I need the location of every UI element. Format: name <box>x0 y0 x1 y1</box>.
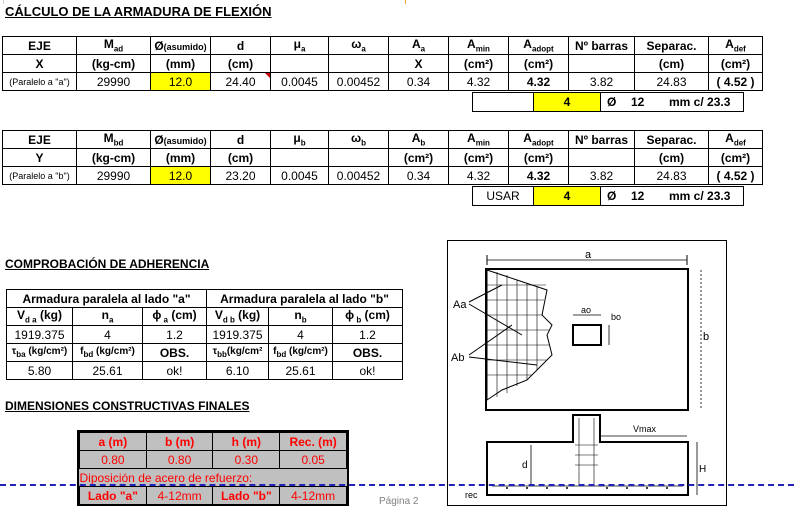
value-cell[interactable]: 23.20 <box>211 167 271 185</box>
page-break-line <box>0 484 794 486</box>
bar-summary-x <box>472 92 744 112</box>
header-omega: $\omega_b$ <box>329 131 389 149</box>
header-diam: Ø(asumido) <box>151 37 211 55</box>
unit-cell: (cm²) <box>509 149 569 167</box>
value-cell[interactable]: ok! <box>333 362 403 380</box>
value-cell[interactable]: 4 <box>73 326 143 344</box>
header-d: d <box>211 37 271 55</box>
header-area: $A_b$ <box>389 131 449 149</box>
header-aadopt: $A_{adopt}$ <box>509 131 569 149</box>
value-h[interactable]: 0.30 <box>213 451 280 469</box>
row-label: (Paralelo a "a") <box>3 73 77 91</box>
value-cell[interactable]: 5.80 <box>7 362 73 380</box>
header-na: $n_a$ <box>73 308 143 326</box>
header-aadopt: $A_{adopt}$ <box>509 37 569 55</box>
header-h-m: h (m) <box>213 433 280 451</box>
value-cell[interactable]: 29990 <box>77 167 151 185</box>
value-cell[interactable]: 4.32 <box>509 73 569 91</box>
bar-count[interactable]: 4 <box>533 93 601 111</box>
bar-count[interactable]: 4 <box>533 187 601 205</box>
unit-cell <box>569 149 635 167</box>
header-nbarras: Nº barras <box>569 37 635 55</box>
header-tau-ba: $\tau_{ba}$ (kg/cm²) <box>7 344 73 362</box>
value-cell[interactable]: 24.83 <box>635 167 709 185</box>
diameter-symbol: Ø <box>607 95 617 109</box>
unit-cell: (kg-cm) <box>77 149 151 167</box>
usar-label <box>473 93 533 111</box>
header-vdb: $V_{d b}$ (kg) <box>207 308 269 326</box>
flexion-table-x <box>2 36 763 91</box>
header-nbarras: Nº barras <box>569 131 635 149</box>
bar-diameter: 12 <box>631 95 645 109</box>
header-diam: Ø(asumido) <box>151 131 211 149</box>
usar-label: USAR <box>486 189 520 203</box>
value-cell[interactable]: ( 4.52 ) <box>709 167 763 185</box>
value-b[interactable]: 0.80 <box>146 451 213 469</box>
value-cell[interactable]: 3.82 <box>569 167 635 185</box>
unit-cell <box>271 149 329 167</box>
main-title: CÁLCULO DE LA ARMADURA DE FLEXIÓN <box>5 4 272 19</box>
label-h: H <box>699 464 707 475</box>
header-tau-bb: $\tau_{bb}(kg$/cm² <box>207 344 269 362</box>
unit-cell: (cm) <box>211 55 271 73</box>
value-cell[interactable]: 0.00452 <box>329 167 389 185</box>
adherencia-title: COMPROBACIÓN DE ADHERENCIA <box>5 257 210 271</box>
diameter-input[interactable]: 12.0 <box>151 167 211 185</box>
value-cell[interactable]: 1919.375 <box>7 326 73 344</box>
label-aa: Aa <box>453 299 467 311</box>
value-cell[interactable]: 24.83 <box>635 73 709 91</box>
grid-line <box>405 0 406 4</box>
value-cell[interactable]: 0.00452 <box>329 73 389 91</box>
unit-cell: (cm) <box>635 55 709 73</box>
value-cell[interactable]: 4 <box>269 326 333 344</box>
value-cell[interactable]: 4.32 <box>509 167 569 185</box>
unit-cell: (mm) <box>151 149 211 167</box>
header-obs: OBS. <box>143 344 207 362</box>
header-fbd: $f_{bd}$ (kg/cm²) <box>269 344 333 362</box>
value-cell[interactable]: 0.0045 <box>271 167 329 185</box>
lado-b-label: Lado "b" <box>213 487 280 505</box>
unit-cell: X <box>3 55 77 73</box>
value-cell[interactable]: ok! <box>143 362 207 380</box>
unit-cell: (cm²) <box>449 55 509 73</box>
unit-cell <box>271 55 329 73</box>
value-cell[interactable]: 1.2 <box>333 326 403 344</box>
value-a[interactable]: 0.80 <box>80 451 147 469</box>
header-mu: $\mu_a$ <box>271 37 329 55</box>
header-mu: $\mu_b$ <box>271 131 329 149</box>
header-lado-b: Armadura paralela al lado "b" <box>207 290 403 308</box>
unit-cell: X <box>389 55 449 73</box>
label-b: b <box>703 331 710 343</box>
column-plan <box>573 325 601 345</box>
header-d: d <box>211 131 271 149</box>
value-cell[interactable]: 25.61 <box>73 362 143 380</box>
header-eje: EJE <box>3 131 77 149</box>
header-rec-m: Rec. (m) <box>280 433 347 451</box>
grid-line <box>3 0 4 4</box>
header-adef: $A_{def}$ <box>709 131 763 149</box>
unit-cell: (mm) <box>151 55 211 73</box>
value-cell[interactable]: 25.61 <box>269 362 333 380</box>
unit-cell: Y <box>3 149 77 167</box>
label-ab: Ab <box>451 352 465 364</box>
header-omega: $\omega_a$ <box>329 37 389 55</box>
header-amin: $A_{min}$ <box>449 131 509 149</box>
header-area: $A_a$ <box>389 37 449 55</box>
header-eje: EJE <box>3 37 77 55</box>
header-m: $M_{ad}$ <box>77 37 151 55</box>
value-cell[interactable]: 0.34 <box>389 73 449 91</box>
header-m: $M_{bd}$ <box>77 131 151 149</box>
value-cell[interactable]: 3.82 <box>569 73 635 91</box>
header-fbd: $f_{bd}$ (kg/cm²) <box>73 344 143 362</box>
header-b-m: b (m) <box>146 433 213 451</box>
unit-cell: (kg-cm) <box>77 55 151 73</box>
header-adef: $A_{def}$ <box>709 37 763 55</box>
value-cell[interactable]: 4.32 <box>449 73 509 91</box>
label-rec: rec <box>465 490 478 500</box>
header-separac: Separac. <box>635 131 709 149</box>
unit-cell: (cm) <box>635 149 709 167</box>
lado-b-value[interactable]: 4-12mm <box>280 487 347 505</box>
bar-summary-y <box>472 186 744 206</box>
value-cell[interactable]: 29990 <box>77 73 151 91</box>
header-obs: OBS. <box>333 344 403 362</box>
value-cell[interactable]: 4.32 <box>449 167 509 185</box>
lado-a-value[interactable]: 4-12mm <box>146 487 213 505</box>
header-lado-a: Armadura paralela al lado "a" <box>7 290 207 308</box>
header-nb: $n_b$ <box>269 308 333 326</box>
value-cell[interactable]: 1.2 <box>143 326 207 344</box>
value-cell[interactable]: 1919.375 <box>207 326 269 344</box>
header-a-m: a (m) <box>80 433 147 451</box>
disposicion-label: Diposición de acero de refuerzo: <box>79 470 253 485</box>
unit-cell: (cm²) <box>709 149 763 167</box>
bar-spacing: mm c/ 23.3 <box>669 189 731 203</box>
value-cell[interactable]: 0.0045 <box>271 73 329 91</box>
dimensiones-panel <box>77 430 349 506</box>
value-cell[interactable]: ( 4.52 ) <box>709 73 763 91</box>
unit-cell <box>329 55 389 73</box>
diagram-frame <box>448 241 727 506</box>
footing-diagram <box>447 240 727 506</box>
lado-a-label: Lado "a" <box>80 487 147 505</box>
page-number: Página 2 <box>379 496 419 507</box>
unit-cell: (cm²) <box>709 55 763 73</box>
label-d: d <box>522 460 528 471</box>
value-cell[interactable]: 0.34 <box>389 167 449 185</box>
row-label: (Paralelo a "b") <box>3 167 77 185</box>
unit-cell <box>329 149 389 167</box>
unit-cell: (cm²) <box>509 55 569 73</box>
value-cell[interactable]: 24.40 <box>211 73 271 91</box>
unit-cell <box>569 55 635 73</box>
comment-marker-icon <box>265 73 270 78</box>
bar-diameter: 12 <box>631 189 645 203</box>
value-cell[interactable]: 6.10 <box>207 362 269 380</box>
label-a: a <box>585 249 592 261</box>
unit-cell: (cm²) <box>389 149 449 167</box>
dimensiones-title: DIMENSIONES CONSTRUCTIVAS FINALES <box>5 399 250 413</box>
header-phib: ϕ $_b$ (cm) <box>333 308 403 326</box>
value-rec[interactable]: 0.05 <box>280 451 347 469</box>
header-separac: Separac. <box>635 37 709 55</box>
diameter-symbol: Ø <box>607 189 617 203</box>
header-phia: ϕ $_a$ (cm) <box>143 308 207 326</box>
label-ao: ao <box>581 305 592 315</box>
unit-cell: (cm²) <box>449 149 509 167</box>
diameter-input[interactable]: 12.0 <box>151 73 211 91</box>
flexion-table-y <box>2 130 763 185</box>
header-vda: $V_{d a}$ (kg) <box>7 308 73 326</box>
header-amin: $A_{min}$ <box>449 37 509 55</box>
unit-cell: (cm) <box>211 149 271 167</box>
label-vmax: Vmax <box>633 424 657 434</box>
bar-spacing: mm c/ 23.3 <box>669 95 731 109</box>
adherencia-table <box>6 289 403 380</box>
dimensiones-table <box>79 432 347 505</box>
label-bo: bo <box>611 312 622 322</box>
